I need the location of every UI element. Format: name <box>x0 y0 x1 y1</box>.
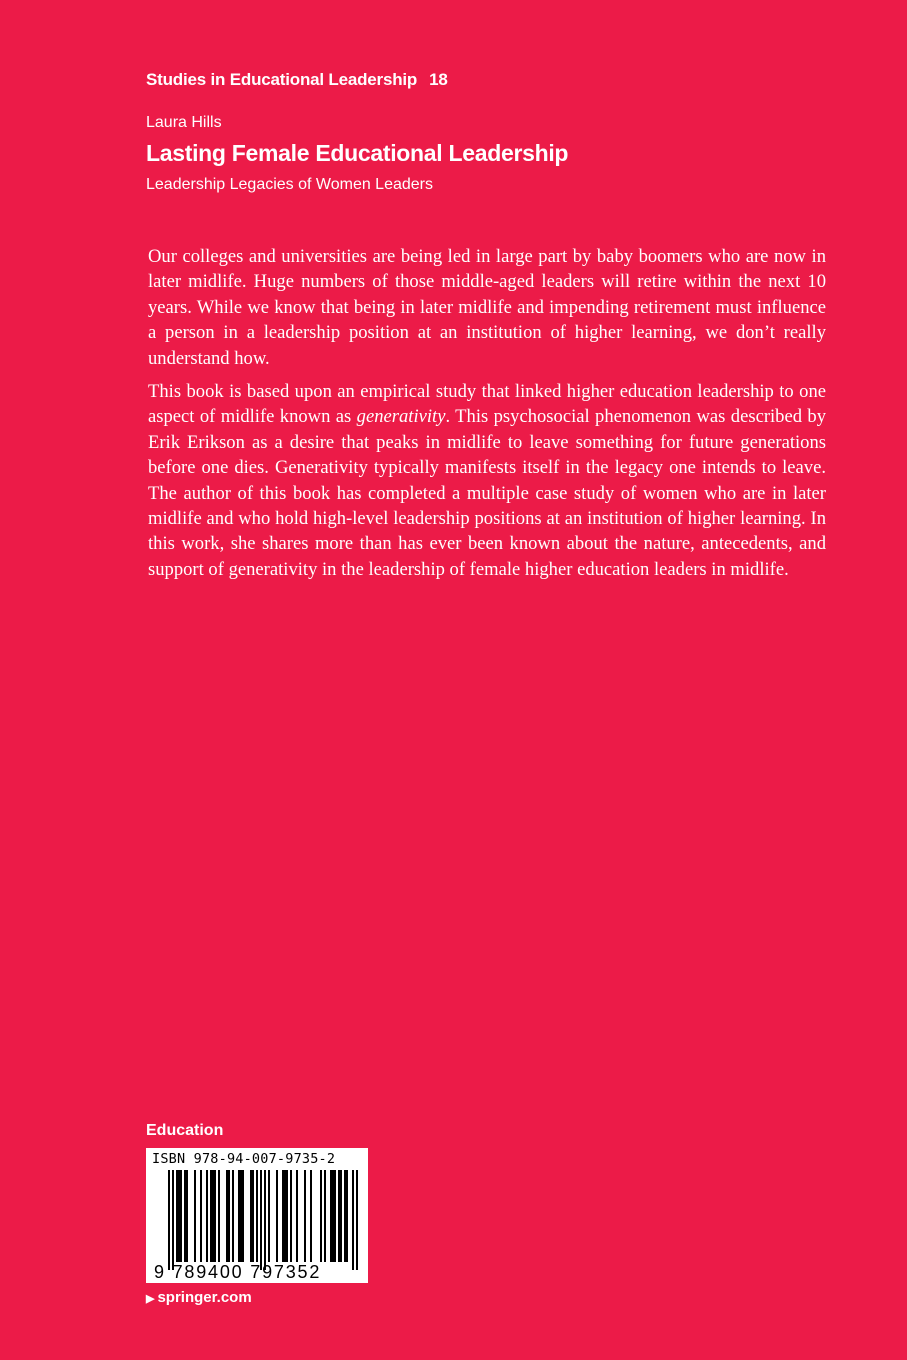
barcode-bar <box>250 1170 252 1262</box>
barcode-bar <box>346 1170 348 1262</box>
barcode-bar <box>344 1170 346 1262</box>
publisher-link-text: springer.com <box>157 1289 252 1306</box>
blurb-p2-start: This book is based upon an empirical study that linked higher education leadership to one aspect of midlife known as <box>148 381 826 428</box>
barcode-bar <box>324 1170 326 1262</box>
barcode-bar <box>284 1170 286 1262</box>
barcode-bar <box>232 1170 234 1262</box>
publisher-link[interactable] <box>146 1289 252 1306</box>
barcode-bar <box>296 1170 298 1262</box>
barcode-bar <box>282 1170 284 1262</box>
barcode-bar <box>352 1170 354 1270</box>
barcode-bar <box>168 1170 170 1270</box>
isbn-label: ISBN 978-94-007-9735-2 <box>152 1151 336 1167</box>
barcode-bar <box>194 1170 196 1262</box>
barcode-bar <box>260 1170 262 1270</box>
triangle-right-icon: ▶ <box>146 1293 155 1305</box>
barcode-bar <box>186 1170 188 1262</box>
blurb-p2-emphasis: generativity <box>356 406 446 428</box>
barcode-bar <box>340 1170 342 1262</box>
barcode-bar <box>226 1170 228 1262</box>
barcode-bar <box>338 1170 340 1262</box>
barcode-bar <box>256 1170 258 1262</box>
blurb-paragraph-1: Our colleges and universities are being led in large part by baby boomers who are now in later midlife. Huge numbers of those middle-aged leaders will retire within the next 10 years. While we know that being in later midlife and impending retirement must influence a person in a leadership position at an institution of higher learning, we don’t really understand how. <box>148 246 826 369</box>
barcode-bar <box>264 1170 266 1270</box>
barcode-bar <box>310 1170 312 1262</box>
blurb-p2-end: . This psychosocial phenomenon was described by Erik Erikson as a desire that peaks in midlife to leave something for future generations before one dies. Generativity typically manifests itself in the legacy one intends to leave. The author of this book has completed a multiple case study of women who are in later midlife and who hold high-level leadership positions at an institution of higher learning. In this work, she shares more than has ever been known about the nature, antecedents, and support of generativity in the leadership of female higher education leaders in midlife. <box>148 406 826 580</box>
barcode-bar <box>212 1170 214 1262</box>
barcode-bar <box>268 1170 270 1262</box>
subject-category: Education <box>146 1122 224 1139</box>
barcode-bar <box>330 1170 332 1262</box>
barcode-bar <box>320 1170 322 1262</box>
barcode-bar <box>290 1170 292 1262</box>
barcode-bar <box>228 1170 230 1262</box>
barcode-bar <box>304 1170 306 1262</box>
barcode-bar <box>276 1170 278 1262</box>
barcode-bar <box>334 1170 336 1262</box>
barcode-bar <box>252 1170 254 1262</box>
barcode-bar <box>172 1170 174 1270</box>
series-volume: 18 <box>429 70 448 89</box>
author-name: Laura Hills <box>146 114 222 131</box>
barcode-bar <box>210 1170 212 1262</box>
barcode-bar <box>180 1170 182 1262</box>
barcode-bar <box>178 1170 180 1262</box>
book-subtitle: Leadership Legacies of Women Leaders <box>146 176 433 193</box>
blurb-paragraph-2 <box>148 379 826 582</box>
barcode-bar <box>356 1170 358 1270</box>
barcode-bar <box>200 1170 202 1262</box>
barcode-bar <box>242 1170 244 1262</box>
barcode-bar <box>206 1170 208 1262</box>
series-name: Studies in Educational Leadership <box>146 70 418 89</box>
barcode-bar <box>238 1170 240 1262</box>
book-title: Lasting Female Educational Leadership <box>146 140 569 166</box>
barcode-bar <box>176 1170 178 1262</box>
barcode-bar <box>286 1170 288 1262</box>
blurb <box>148 244 826 590</box>
barcode-bar <box>240 1170 242 1262</box>
barcode-bar <box>214 1170 216 1262</box>
barcode-bar <box>332 1170 334 1262</box>
barcode <box>146 1148 368 1283</box>
series-title <box>146 70 448 90</box>
ean-number: 9 789400 797352 <box>154 1262 322 1282</box>
barcode-bar <box>184 1170 186 1262</box>
barcode-bar <box>218 1170 220 1262</box>
